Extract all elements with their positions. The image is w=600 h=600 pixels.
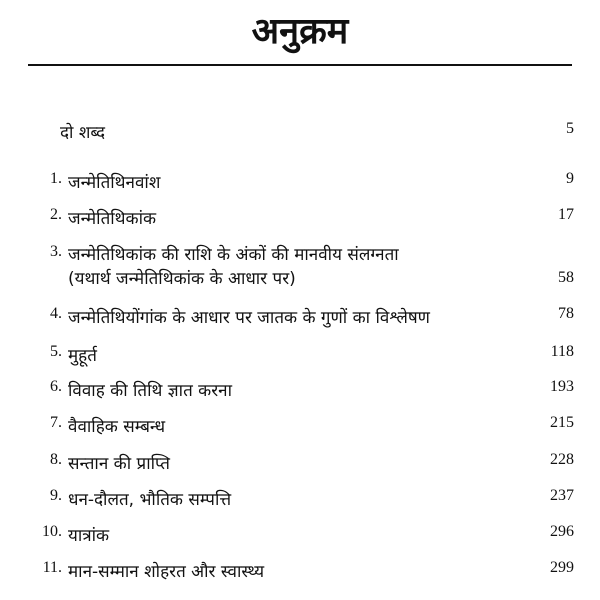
toc-entry-page: 58 (558, 269, 574, 286)
toc-entry-number: 6. (50, 378, 62, 395)
toc-entry-label (68, 243, 399, 291)
toc-entry-page: 78 (558, 305, 574, 322)
toc-entry-number: 4. (50, 305, 62, 322)
toc-entry-page: 237 (550, 487, 574, 504)
toc-entry-label: दो शब्द (60, 123, 106, 143)
toc-entry-number: 9. (50, 487, 62, 504)
toc-entry-number: 2. (50, 206, 62, 223)
toc-entry-label: मान-सम्मान शोहरत और स्वास्थ्य (68, 562, 265, 582)
toc-entry-page: 215 (550, 414, 574, 431)
toc-entry-label: यात्रांक (68, 526, 110, 546)
toc-entry-page: 5 (566, 120, 574, 137)
toc-entry-number: 7. (50, 414, 62, 431)
toc-entry-number: 10. (42, 523, 62, 540)
toc-entry-page: 296 (550, 523, 574, 540)
toc-entry-label-line-1: जन्मेतिथिकांक की राशि के अंकों की मानवीय संलग्नता (68, 245, 399, 265)
toc-entry-number: 8. (50, 451, 62, 468)
toc-entry-page: 17 (558, 206, 574, 223)
toc-entry-page: 299 (550, 559, 574, 576)
toc-entry-label: वैवाहिक सम्बन्ध (68, 417, 166, 437)
toc-entry-page: 9 (566, 170, 574, 187)
toc-entry-number: 3. (50, 243, 62, 260)
toc-entry-label: जन्मेतिथियोंगांक के आधार पर जातक के गुणों का विश्लेषण (68, 308, 430, 328)
toc-entry-label-line-2: (यथार्थ जन्मेतिथिकांक के आधार पर) (68, 269, 296, 289)
toc-entry-page: 118 (550, 343, 574, 360)
toc-entry-label: धन-दौलत, भौतिक सम्पत्ति (68, 490, 232, 510)
toc-entry-label: विवाह की तिथि ज्ञात करना (68, 381, 233, 401)
toc-entry-label: जन्मेतिथिनवांश (68, 173, 161, 193)
toc-entry-page: 193 (550, 378, 574, 395)
toc-entry-number: 1. (50, 170, 62, 187)
toc-entry-label: सन्तान की प्राप्ति (68, 454, 170, 474)
toc-entry-number: 5. (50, 343, 62, 360)
toc-entry-label: मुहूर्त (68, 346, 97, 366)
toc-entry-page: 228 (550, 451, 574, 468)
page-title: अनुक्रम (251, 11, 349, 52)
toc-entry-label: जन्मेतिथिकांक (68, 209, 157, 229)
toc-entry-number: 11. (42, 559, 62, 576)
